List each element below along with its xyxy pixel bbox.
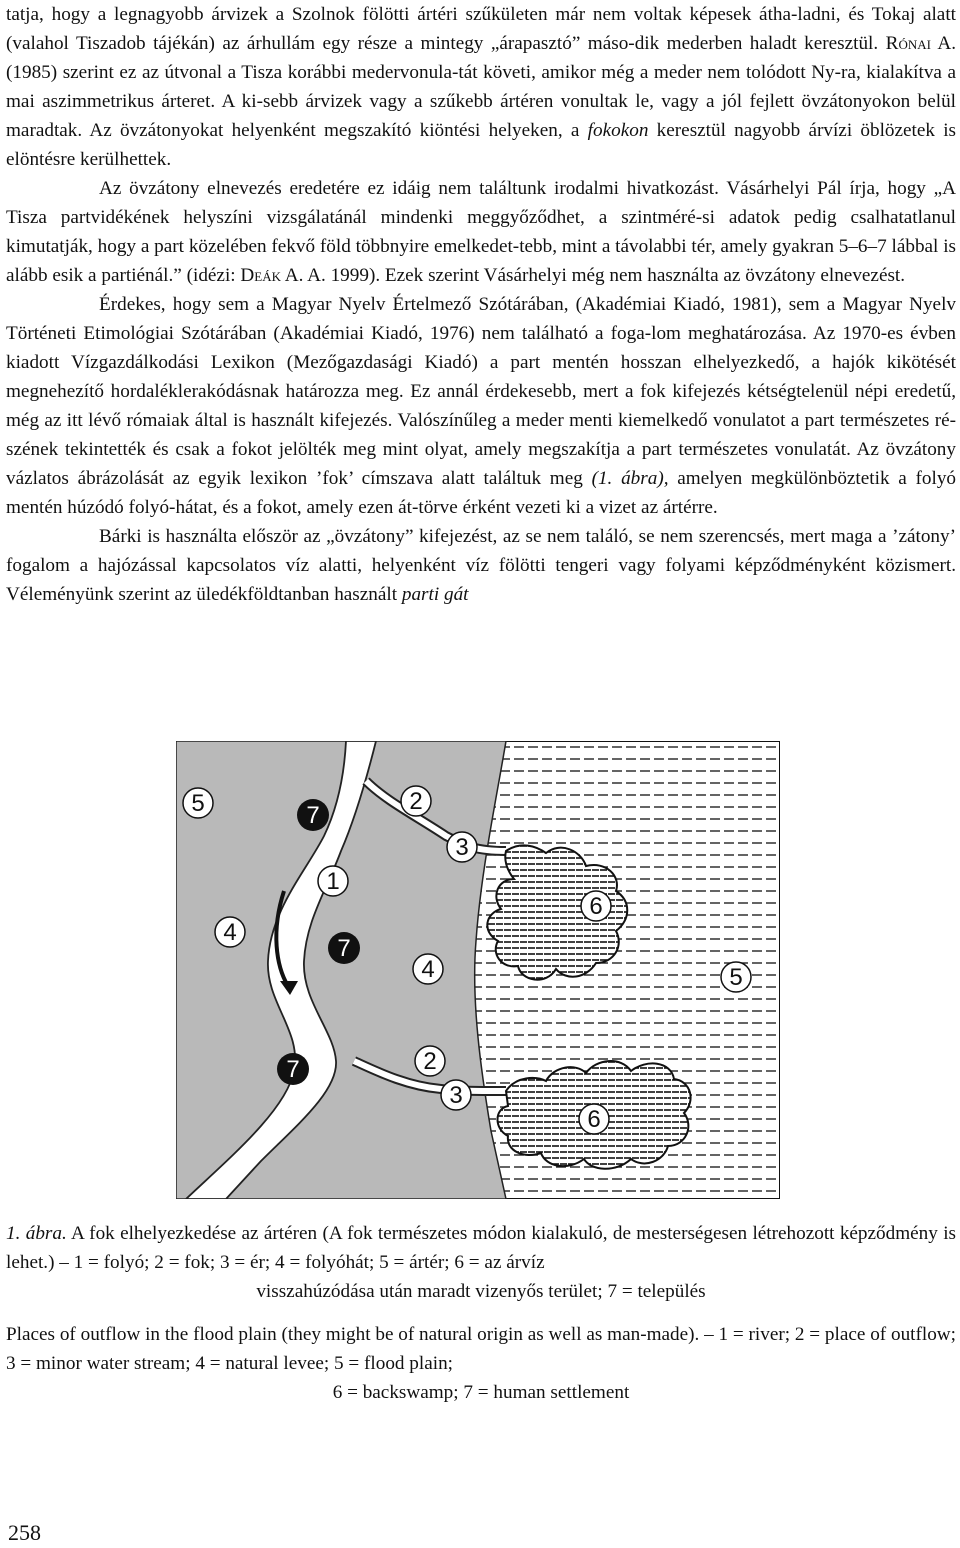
paragraph-2-text-a: Az övzátony elnevezés eredetére ez idáig nem találtunk irodalmi hivatkozást. Vásárhelyi Pál írja, hogy „A Tisza partvidékének helyszíni vizsgálatánál mindenki meggyőződhet, a szintméré-si adatok pedig csalhatatlanul kimutatják, hogy a part közelében fekvő föld többnyire emelkedet-tebb, mint a távolabbi tér, amely gyakran 5–6–7 lábbal is alább esik a partiénál.” (idézi: (6, 178, 956, 286)
paragraph-1-text-c: keresztül nagyobb árvízi öblözetek is elöntésre kerülhettek. (6, 120, 957, 170)
svg-text:4: 4 (421, 956, 435, 983)
svg-text:5: 5 (729, 964, 743, 991)
italic-term-parti-gat: parti gát (401, 584, 469, 605)
paragraph-3 (6, 290, 956, 522)
figure-caption-en-text: Places of outflow in the flood plain (they might be of natural origin as well as man-made). – 1 = river; 2 = place of outflow; 3 = minor water stream; 4 = natural levee; 5 = flood plain; (6, 1324, 956, 1374)
label-7-bottom (277, 1053, 309, 1085)
paragraph-4-text-a: Bárki is használta először az „övzátony” kifejezést, az se nem találó, se nem szerencsés, mert maga a ’zátony’ fogalom a hajózással kapcsolatos víz alatti, helyenként víz fölötti tengeri vagy folyami képződményként közismert. Véleményünk szerint az üledékföldtanban használt (6, 526, 956, 605)
label-2-top (401, 786, 431, 816)
svg-text:3: 3 (455, 834, 469, 861)
label-4-left (215, 917, 245, 947)
label-5-top-left (183, 788, 213, 818)
svg-text:2: 2 (409, 788, 423, 815)
svg-text:4: 4 (223, 919, 237, 946)
paragraph-1-text-a: tatja, hogy a legnagyobb árvizek a Szolnok fölötti ártéri szűkületen már nem voltak képesek átha-ladni, és Tokaj alatt (valahol Tiszadob tájékán) az árhullám egy része a mintegy „árapasztó” máso-dik mederben haladt keresztül. (6, 4, 956, 54)
figure-caption-english (6, 1320, 956, 1407)
svg-text:2: 2 (423, 1048, 437, 1075)
svg-text:5: 5 (191, 790, 205, 817)
label-7-middle (328, 932, 360, 964)
svg-text:7: 7 (286, 1056, 300, 1083)
svg-text:3: 3 (449, 1082, 463, 1109)
author-citation-deak: Deák A. A. (240, 265, 326, 286)
figure-caption-hu-last-line: visszahúzódása után maradt vizenyős terület; 7 = település (256, 1281, 706, 1302)
svg-text:6: 6 (589, 893, 603, 920)
figure-caption-hungarian (6, 1219, 956, 1306)
svg-text:7: 7 (306, 802, 320, 829)
svg-text:1: 1 (326, 868, 340, 895)
label-1-river (318, 866, 348, 896)
paragraph-1-text-b: (1985) szerint ez az útvonal a Tisza korábbi medervonula-tát követi, amikor még a meder nem tolódott Ny-ra, kialakítva a mai aszimmetrikus árteret. A ki-sebb árvizek vagy a szűkebb ártéren vonultak le, vagy a jól fejlett övzátonyokon belül maradtak. Az övzátonyokat helyenként megszakító kiöntési helyeken, a (6, 62, 956, 141)
label-7-top (297, 799, 329, 831)
label-2-bottom (415, 1046, 445, 1076)
paragraph-4 (6, 522, 956, 609)
label-6-top (581, 891, 611, 921)
label-4-right (413, 954, 443, 984)
label-3-top (447, 832, 477, 862)
paragraph-3-text-b: amelyen megkülönböztetik a folyó mentén húzódó folyó-hátat, és a fokot, amely ezen át-törve érként vezeti ki a vizet az ártérre. (6, 468, 957, 518)
figure-1-diagram (176, 741, 780, 1199)
figure-caption-label: 1. ábra. (6, 1223, 67, 1244)
figure-caption-hu-text: A fok elhelyezkedése az ártéren (A fok természetes módon kialakuló, de mesterségesen létrehozott képződmény is lehet.) – 1 = folyó; 2 = fok; 3 = ér; 4 = folyóhát; 5 = ártér; 6 = az árvíz (6, 1223, 956, 1273)
paragraph-3-text-a: Érdekes, hogy sem a Magyar Nyelv Értelmező Szótárában, (Akadémiai Kiadó, 1981), sem a Magyar Nyelv Történeti Etimológiai Szótárában (Akadémiai Kiadó, 1976) nem található a foga-lom meghatározása. Az 1970-es évben kiadott Vízgazdálkodási Lexikon (Mezőgazdasági Kiadó) a part mentén hosszan elhelyezkedő, a hajók kikötését megnehezítő hordaléklerakódásnak határozza meg. Ez annál érdekesebb, mert a fok kifejezés kétségtelenül népi eredetű, még az itt lévő rómaiak által is használt kifejezés. Valószínűleg a meder menti kiemelkedő vonulatot a part természetes ré-szének tekintették és csak a fokot jelölték meg mint olyat, amely megszakítja a part természetes vonulatát. Az övzátony vázlatos ábrázolását az egyik lexikon ’fok’ címszava alatt találtuk meg (6, 294, 956, 489)
figure-reference: (1. ábra), (591, 468, 669, 489)
paragraph-2-text-b: 1999). Ezek szerint Vásárhelyi még nem használta az övzátony elnevezést. (330, 265, 906, 286)
figure-caption-en-last-line: 6 = backswamp; 7 = human settlement (332, 1382, 630, 1403)
paragraph-1 (6, 0, 956, 174)
label-5-right (721, 962, 751, 992)
author-citation-ronai: Rónai A. (885, 33, 957, 54)
page-number: 258 (8, 1520, 41, 1545)
svg-text:7: 7 (337, 935, 351, 962)
label-6-bottom (579, 1104, 609, 1134)
label-3-bottom (441, 1080, 471, 1110)
paragraph-2 (6, 174, 956, 290)
italic-term-fokokon: fokokon (587, 120, 649, 141)
svg-text:6: 6 (587, 1106, 601, 1133)
body-text (6, 0, 956, 609)
